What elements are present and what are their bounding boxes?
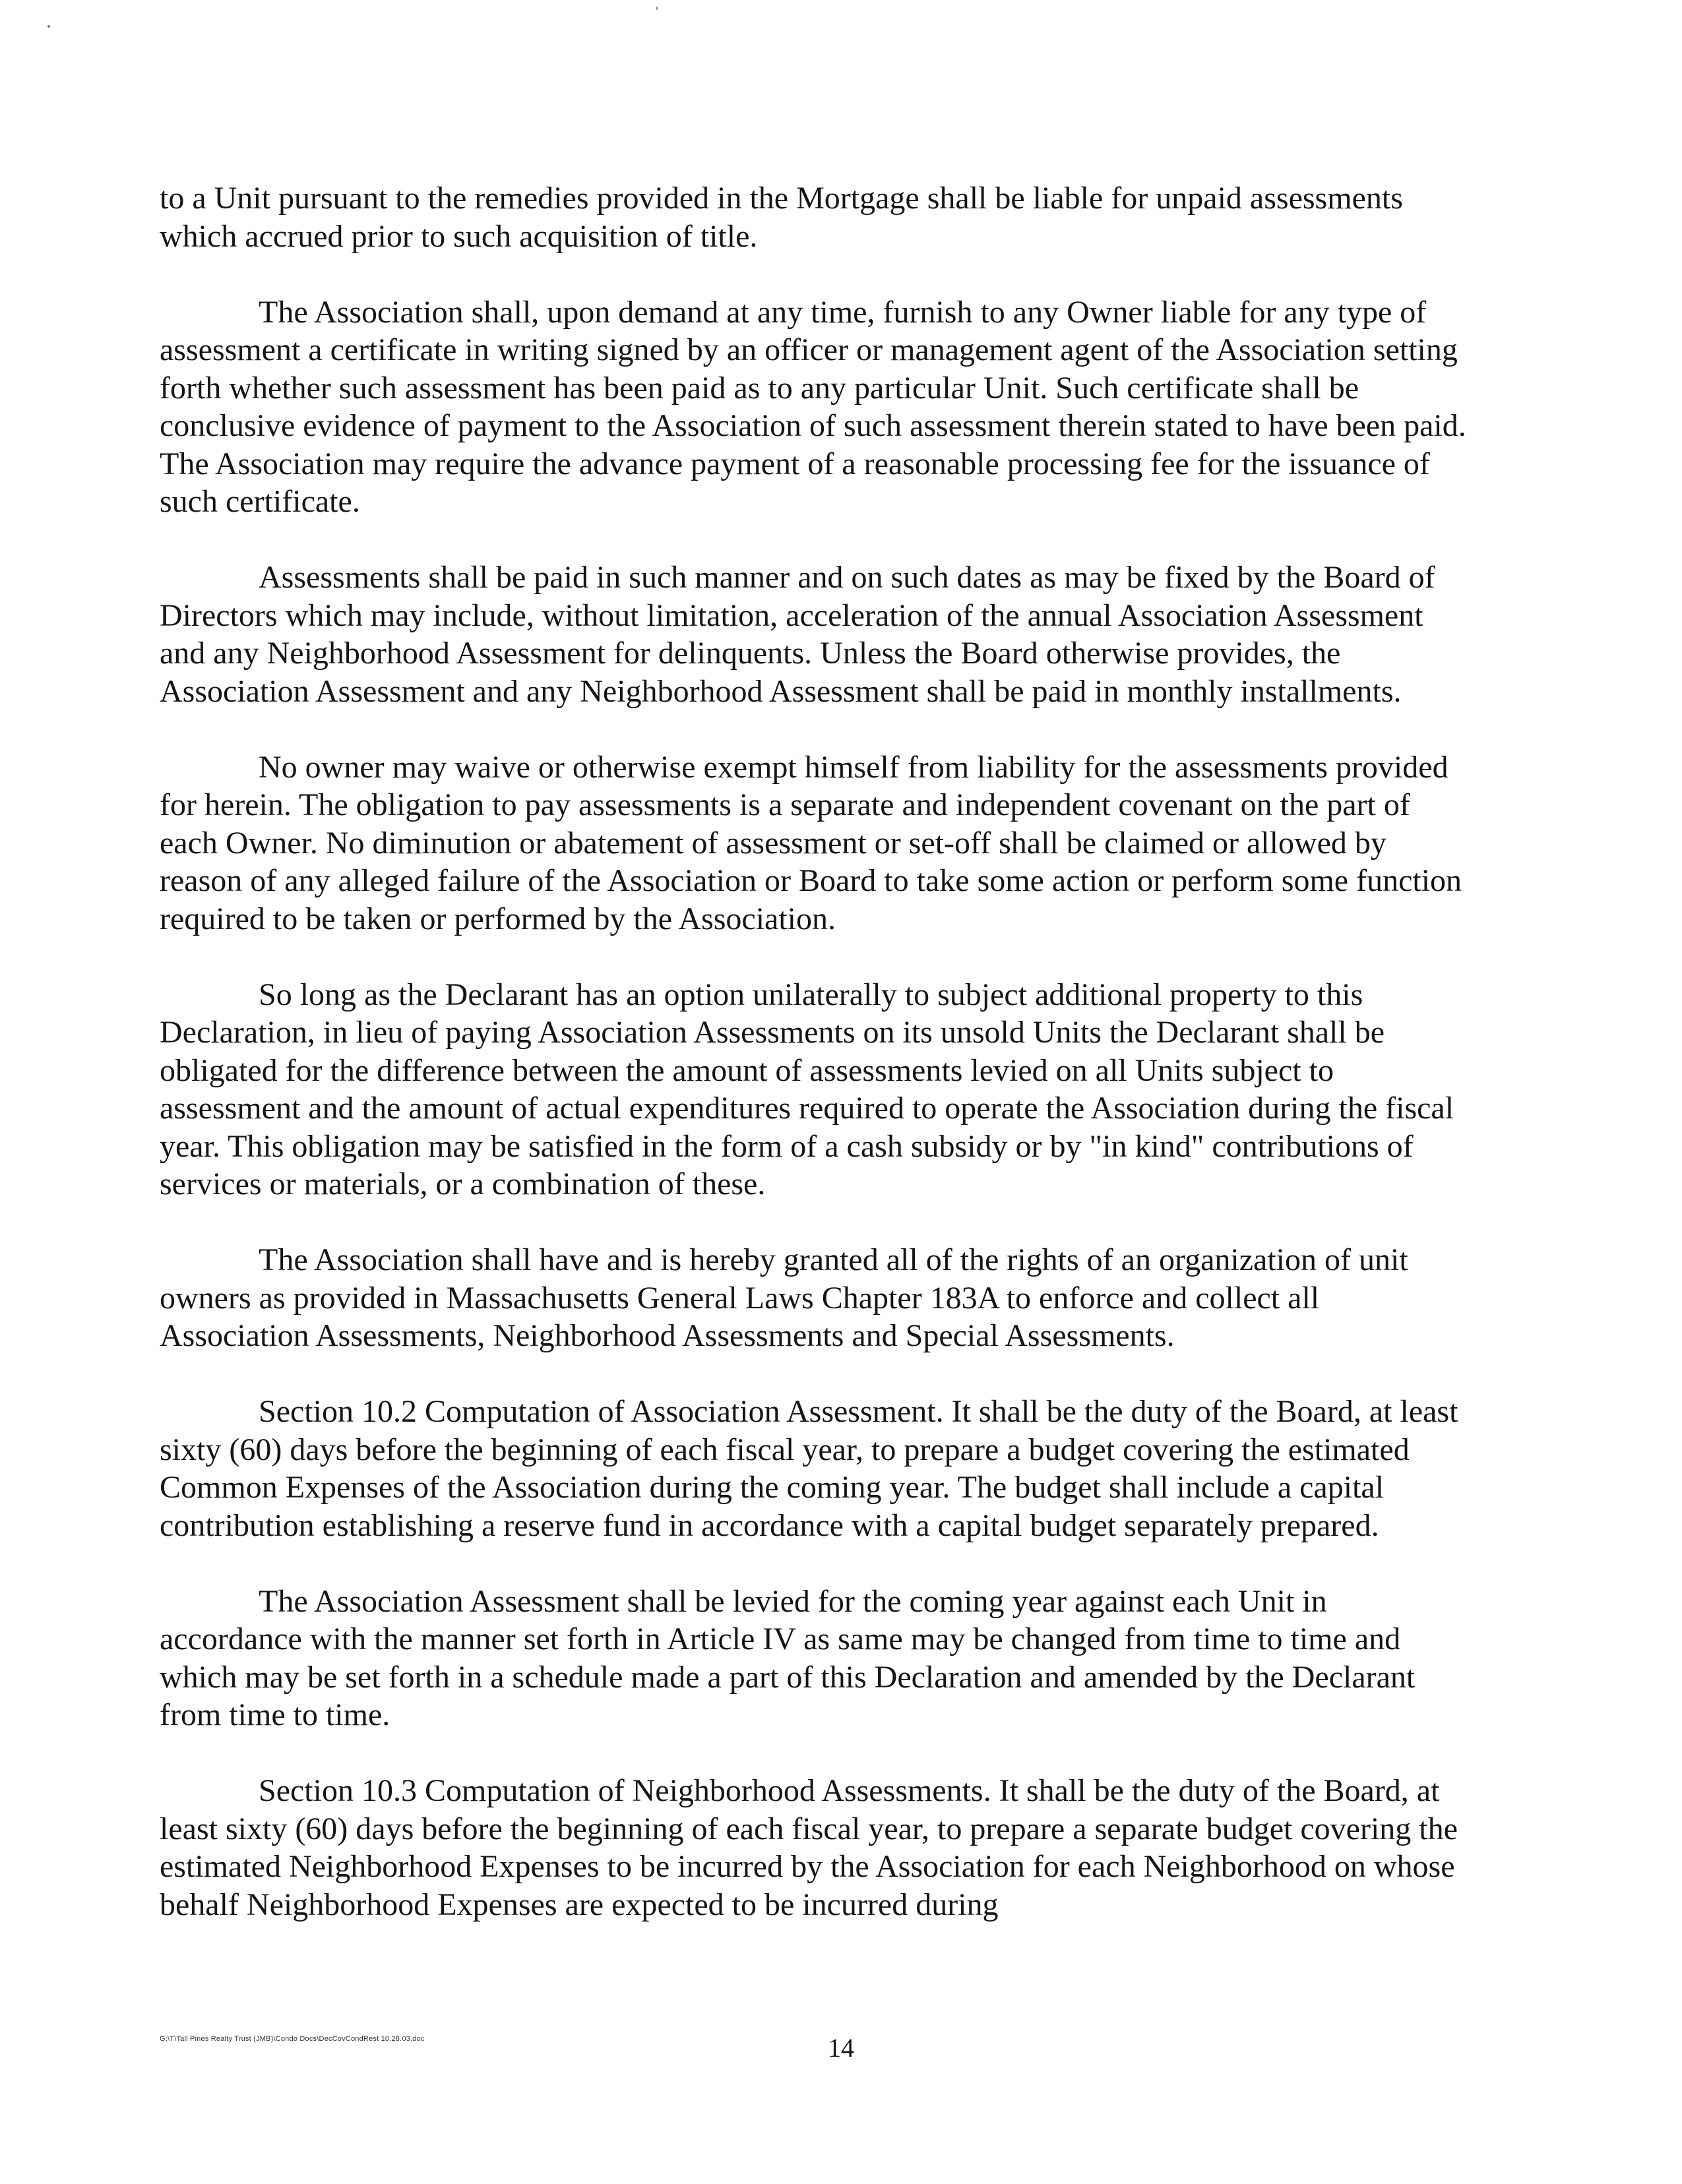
scan-speck (656, 7, 658, 10)
paragraph-continuation: to a Unit pursuant to the remedies provided in the Mortgage shall be liable for unpaid assessments which accrued prior to such acquisition of title. (160, 181, 1403, 254)
page-number: 14 (828, 2033, 854, 2063)
document-body (160, 179, 1472, 1924)
footer-file-path: G:\T\Tall Pines Realty Trust (JMB)\Condo Docs\DecCovCondRest 10.28.03.doc (160, 2035, 425, 2043)
paragraph-rights: The Association shall have and is hereby granted all of the rights of an organization of unit owners as provided in Massachusetts General Laws Chapter 183A to enforce and collect all Association Assessments, Neighborhood Assessments and Special Assessments. (160, 1242, 1408, 1353)
scan-speck (47, 25, 50, 28)
paragraph-section-10-2: Section 10.2 Computation of Association Assessment. It shall be the duty of the Board, at least sixty (60) days before the beginning of each fiscal year, to prepare a budget covering the estimated Common Expenses of the Association during the coming year. The budget shall include a capital contribution establishing a reserve fund in accordance with a capital budget separately prepared. (160, 1394, 1458, 1543)
paragraph-declarant-obligation: So long as the Declarant has an option unilaterally to subject additional property to this Declaration, in lieu of paying Association Assessments on its unsold Units the Declarant shall be obligated for the difference between the amount of assessments levied on all Units subject to assessment and the amount of actual expenditures required to operate the Association during the fiscal year. This obligation may be satisfied in the form of a cash subsidy or by "in kind" contributions of services or materials, or a combination of these. (160, 977, 1454, 1201)
paragraph-payment-manner: Assessments shall be paid in such manner and on such dates as may be fixed by the Board of Directors which may include, without limitation, acceleration of the annual Association Assessment and any Neighborhood Assessment for delinquents. Unless the Board otherwise provides, the Association Assessment and any Neighborhood Assessment shall be paid in monthly installments. (160, 560, 1435, 709)
paragraph-section-10-3: Section 10.3 Computation of Neighborhood Assessments. It shall be the duty of the Board, at least sixty (60) days before the beginning of each fiscal year, to prepare a separate budget covering the estimated Neighborhood Expenses to be incurred by the Association for each Neighborhood on whose behalf Neighborhood Expenses are expected to be incurred during (160, 1773, 1458, 1922)
paragraph-levy: The Association Assessment shall be levied for the coming year against each Unit in accordance with the manner set forth in Article IV as same may be changed from time to time and which may be set forth in a schedule made a part of this Declaration and amended by the Declarant from time to time. (160, 1583, 1416, 1732)
paragraph-certificate: The Association shall, upon demand at any time, furnish to any Owner liable for any type of assessment a certificate in writing signed by an officer or management agent of the Association setting forth whether such assessment has been paid as to any particular Unit. Such certificate shall be conclusive evidence of payment to the Association of such assessment therein stated to have been paid. The Association may require the advance payment of a reasonable processing fee for the issuance of such certificate. (160, 294, 1466, 519)
paragraph-no-waiver: No owner may waive or otherwise exempt himself from liability for the assessments provided for herein. The obligation to pay assessments is a separate and independent covenant on the part of each Owner. No diminution or abatement of assessment or set-off shall be claimed or allowed by reason of any alleged failure of the Association or Board to take some action or perform some function required to be taken or performed by the Association. (160, 749, 1462, 936)
